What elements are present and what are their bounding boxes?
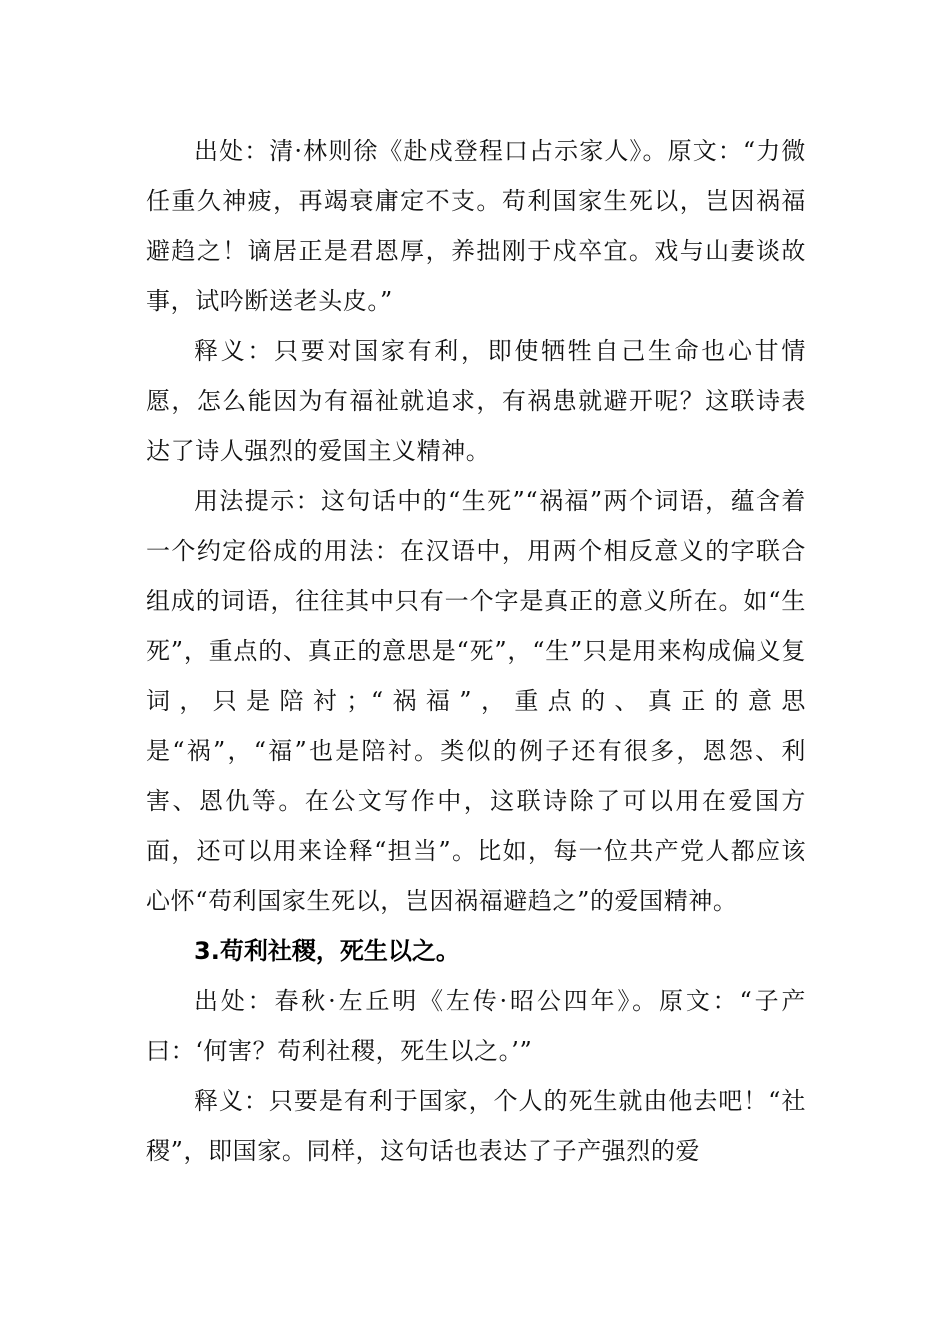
paragraph-source-1: 出处：清·林则徐《赴戍登程口占示家人》。原文：“力微任重久神疲，再竭衰庸定不支。苟利国家生死以，岂因祸福避趋之！谪居正是君恩厚，养拙刚于戍卒宜。戏与山妻谈故事，试吟断送老头皮。” bbox=[146, 137, 806, 315]
document-page bbox=[146, 126, 806, 1176]
paragraph-usage-tip: 用法提示：这句话中的“生死”“祸福”两个词语，蕴含着一个约定俗成的用法：在汉语中，用两个相反意义的字联合组成的词语，往往其中只有一个字是真正的意义所在。如“生死”，重点的、真正的意思是“死”，“生”只是用来构成偏义复词，只是陪衬；“祸福”，重点的、真正的意思是“祸”，“福”也是陪衬。类似的例子还有很多，恩怨、利害、恩仇等。在公文写作中，这联诗除了可以用在爱国方面，还可以用来诠释“担当”。比如，每一位共产党人都应该心怀“苟利国家生死以，岂因祸福避趋之”的爱国精神。 bbox=[146, 487, 806, 915]
paragraph-meaning-2: 释义：只要是有利于国家，个人的死生就由他去吧！“社稷”，即国家。同样，这句话也表达了子产强烈的爱 bbox=[146, 1087, 806, 1165]
paragraph-meaning-1: 释义：只要对国家有利，即使牺牲自己生命也心甘情愿，怎么能因为有福祉就追求，有祸患就避开呢？这联诗表达了诗人强烈的爱国主义精神。 bbox=[146, 337, 806, 465]
paragraph-source-2: 出处：春秋·左丘明《左传·昭公四年》。原文：“子产曰：‘何害？苟利社稷，死生以之。’” bbox=[146, 987, 806, 1065]
section-heading: 3.苟利社稷，死生以之。 bbox=[194, 937, 460, 965]
